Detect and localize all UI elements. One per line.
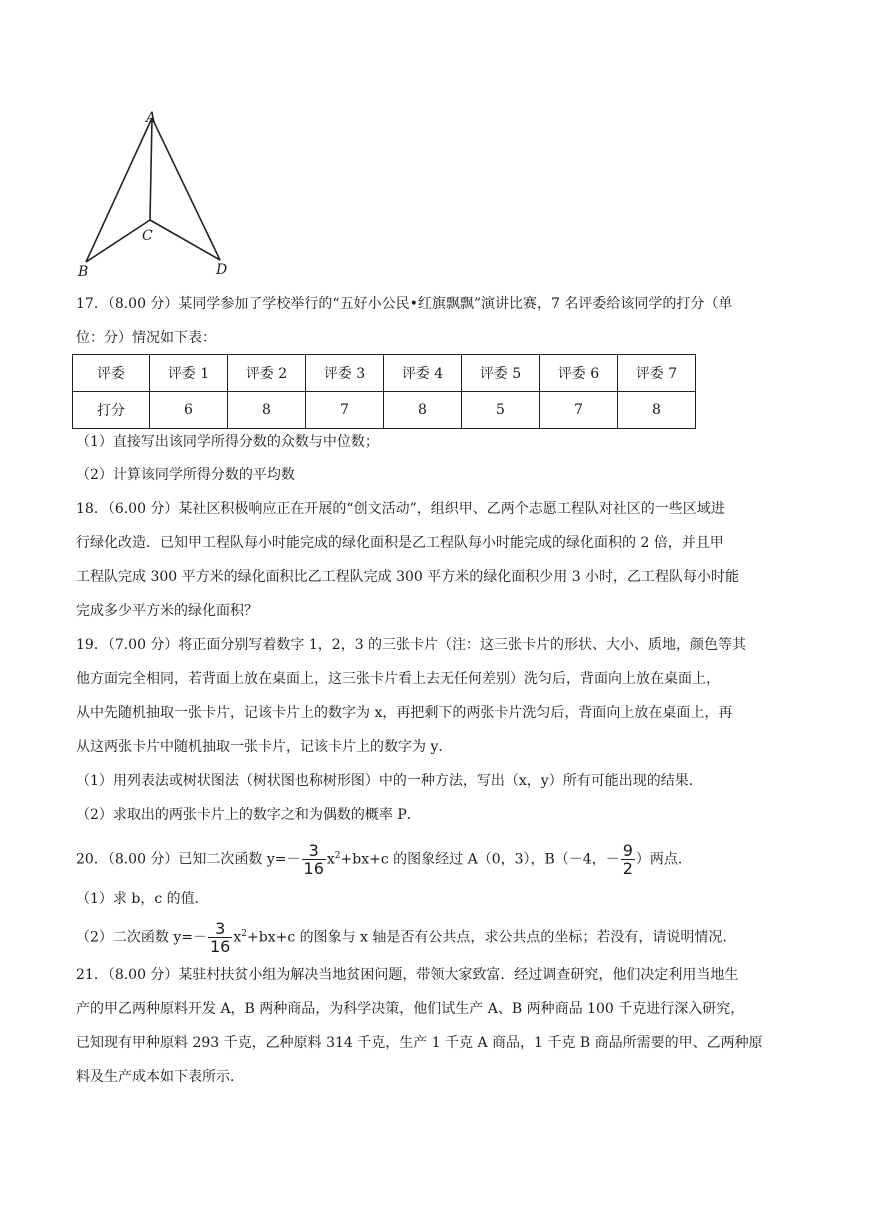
- table-cell: 5: [462, 392, 540, 429]
- fraction-3-16: [208, 920, 232, 955]
- fraction-3-16: [302, 842, 326, 877]
- table-cell: 打分: [73, 392, 150, 429]
- q20-sub-2: [76, 914, 800, 958]
- table-cell: 评委 6: [540, 355, 618, 392]
- q19-line-1: 19．（7.00 分）将正面分别写着数字 1，2，3 的三张卡片（注：这三张卡片的形状、大小、质地，颜色等其: [76, 637, 747, 653]
- q20-sub2-lead: （2）二次函数 y=－: [76, 929, 207, 946]
- fraction-denominator: 2: [622, 859, 633, 879]
- q17-sub-1: （1）直接写出该同学所得分数的众数与中位数；: [76, 434, 379, 450]
- q20-mid: +bx+c 的图象经过 A（0，3），B（－4，－: [340, 851, 620, 868]
- label-b: B: [78, 264, 89, 280]
- table-cell: 评委: [73, 355, 150, 392]
- q20-sub2-x: x: [233, 929, 242, 946]
- q19-sub-2: （2）求取出的两张卡片上的数字之和为偶数的概率 P．: [76, 807, 421, 823]
- segment-ac: [150, 118, 152, 220]
- q20-sub-1: （1）求 b，c 的值．: [76, 891, 209, 907]
- q18-line-2: 行绿化改造．已知甲工程队每小时能完成的绿化面积是乙工程队每小时能完成的绿化面积的 2 倍，并且甲: [76, 535, 724, 551]
- table-cell: 评委 7: [618, 355, 696, 392]
- q19-sub-1: （1）用列表法或树状图法（树状图也称树形图）中的一种方法，写出（x，y）所有可能出现的结果．: [76, 773, 703, 789]
- q21-line-1: 21．（8.00 分）某驻村扶贫小组为解决当地贫困问题，带领大家致富．经过调查研究，他们决定利用当地生: [76, 967, 739, 983]
- q20-tail: ）两点．: [635, 851, 692, 868]
- scores-table: [72, 354, 696, 429]
- q20-stem: [76, 836, 800, 880]
- q17-line-2: 位：分）情况如下表：: [76, 330, 216, 346]
- table-cell: 6: [150, 392, 228, 429]
- fraction-9-2: [621, 842, 635, 877]
- q17-sub-2: （2）计算该同学所得分数的平均数: [76, 467, 295, 483]
- q20-lead: 20．（8.00 分）已知二次函数 y=－: [76, 851, 301, 868]
- q20-x: x: [326, 851, 335, 868]
- table-cell: 评委 4: [384, 355, 462, 392]
- table-row: [73, 392, 696, 429]
- q20-exponent: 2: [334, 851, 341, 861]
- q21-line-4: 料及生产成本如下表所示．: [76, 1069, 244, 1085]
- table-header-row: [73, 355, 696, 392]
- q19-line-4: 从这两张卡片中随机抽取一张卡片，记该卡片上的数字为 y．: [76, 739, 453, 755]
- fraction-denominator: 16: [210, 937, 231, 957]
- label-d: D: [216, 262, 228, 278]
- q19-line-2: 他方面完全相同，若背面上放在桌面上，这三张卡片看上去无任何差别）洗匀后，背面向上放在桌面上，: [76, 671, 720, 687]
- table-cell: 7: [540, 392, 618, 429]
- q18-line-3: 工程队完成 300 平方米的绿化面积比乙工程队完成 300 平方米的绿化面积少用 3 小时，乙工程队每小时能: [76, 569, 740, 585]
- fraction-denominator: 16: [303, 859, 324, 879]
- q17-line-1: 17．（8.00 分）某同学参加了学校举行的“五好小公民•红旗飘飘”演讲比赛，7 名评委给该同学的打分（单: [76, 296, 733, 312]
- q21-line-2: 产的甲乙两种原料开发 A，B 两种商品，为科学决策，他们试生产 A、B 两种商品 100 千克进行深入研究，: [76, 1001, 745, 1017]
- table-cell: 评委 1: [150, 355, 228, 392]
- table-cell: 8: [618, 392, 696, 429]
- table-cell: 评委 2: [228, 355, 306, 392]
- fraction-numerator: 3: [208, 920, 232, 938]
- table-cell: 8: [384, 392, 462, 429]
- label-a: A: [146, 110, 157, 126]
- q20-sub2-tail: +bx+c 的图象与 x 轴是否有公共点，求公共点的坐标；若没有，请说明情况．: [247, 929, 737, 946]
- q21-line-3: 已知现有甲种原料 293 千克，乙种原料 314 千克，生产 1 千克 A 商品，1 千克 B 商品所需要的甲、乙两种原: [76, 1035, 763, 1051]
- table-cell: 8: [228, 392, 306, 429]
- segment-ad: [152, 118, 220, 260]
- q19-line-3: 从中先随机抽取一张卡片，记该卡片上的数字为 x，再把剩下的两张卡片洗匀后，背面向上放在桌面上，再: [76, 705, 733, 721]
- fraction-numerator: 9: [622, 841, 633, 861]
- q18-line-4: 完成多少平方米的绿化面积？: [76, 603, 258, 619]
- table-cell: 评委 3: [306, 355, 384, 392]
- label-c: C: [142, 228, 153, 244]
- q18-line-1: 18．（6.00 分）某社区积极响应正在开展的“创文活动”，组织甲、乙两个志愿工程队对社区的一些区域进: [76, 501, 725, 517]
- segment-cd: [150, 220, 220, 260]
- triangle-figure: [70, 100, 270, 285]
- table-cell: 7: [306, 392, 384, 429]
- table-cell: 评委 5: [462, 355, 540, 392]
- q20-sub2-exponent: 2: [241, 929, 247, 939]
- fraction-numerator: 3: [302, 842, 326, 860]
